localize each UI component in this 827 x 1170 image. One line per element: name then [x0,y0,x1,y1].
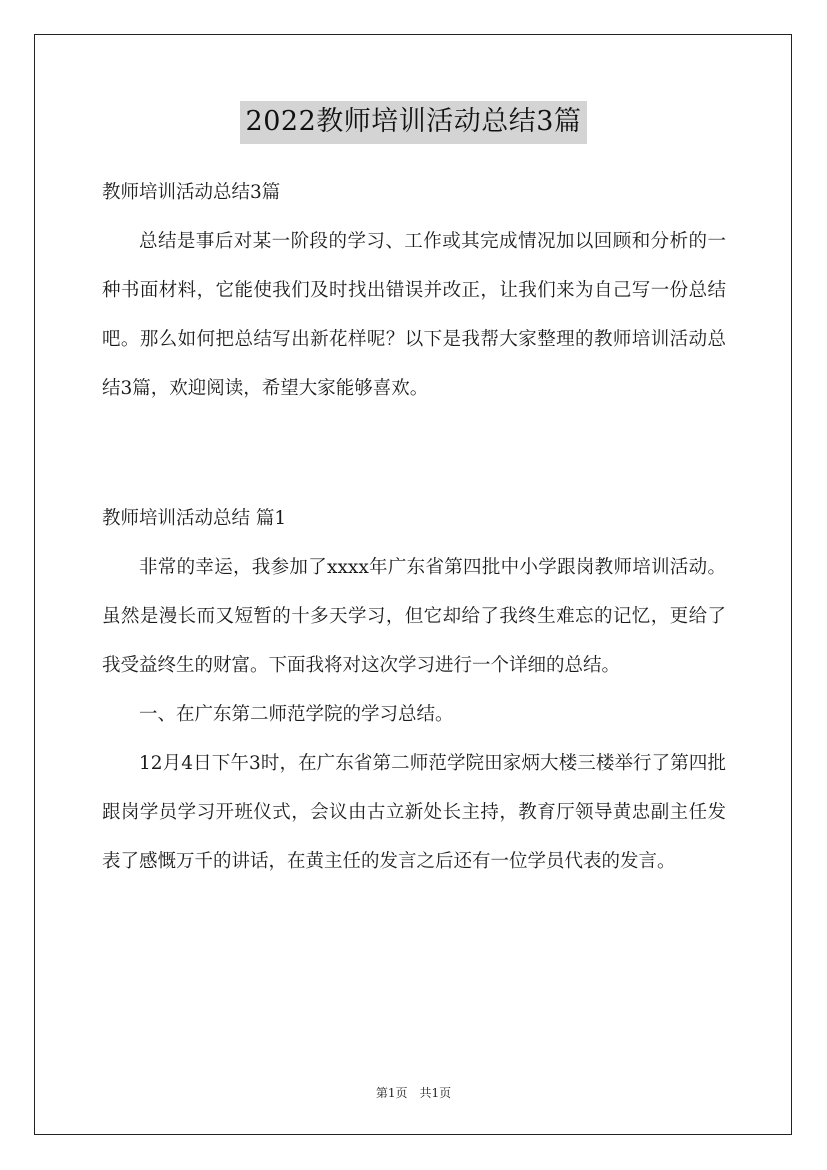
section-body [102,494,726,886]
paragraph-3: 12月4日下午3时，在广东省第二师范学院田家炳大楼三楼举行了第四批跟岗学员学习开班仪式，会议由古立新处长主持，教育厅领导黄忠副主任发表了感慨万千的讲话，在黄主任的发言之后还有一位学员代表的发言。 [102,753,726,872]
document-title: 2022教师培训活动总结3篇 [240,101,588,144]
title-container [0,101,827,144]
paragraph-2: 一、在广东第二师范学院的学习总结。 [139,704,454,725]
page-footer [0,1084,827,1101]
page-number: 第1页 共1页 [375,1086,452,1100]
paragraph-1: 非常的幸运，我参加了xxxx年广东省第四批中小学跟岗教师培训活动。虽然是漫长而又短暂的十多天学习，但它却给了我终生难忘的记忆，更给了我受益终生的财富。下面我将对这次学习进行一个详细的总结。 [102,557,726,676]
section-heading: 教师培训活动总结 篇1 [102,508,287,529]
intro-paragraph: 总结是事后对某一阶段的学习、工作或其完成情况加以回顾和分析的一种书面材料，它能使我们及时找出错误并改正，让我们来为自己写一份总结吧。那么如何把总结写出新花样呢？以下是我帮大家整理的教师培训活动总结3篇，欢迎阅读，希望大家能够喜欢。 [102,231,726,399]
document-body [102,168,726,413]
document-subtitle: 教师培训活动总结3篇 [102,182,281,203]
